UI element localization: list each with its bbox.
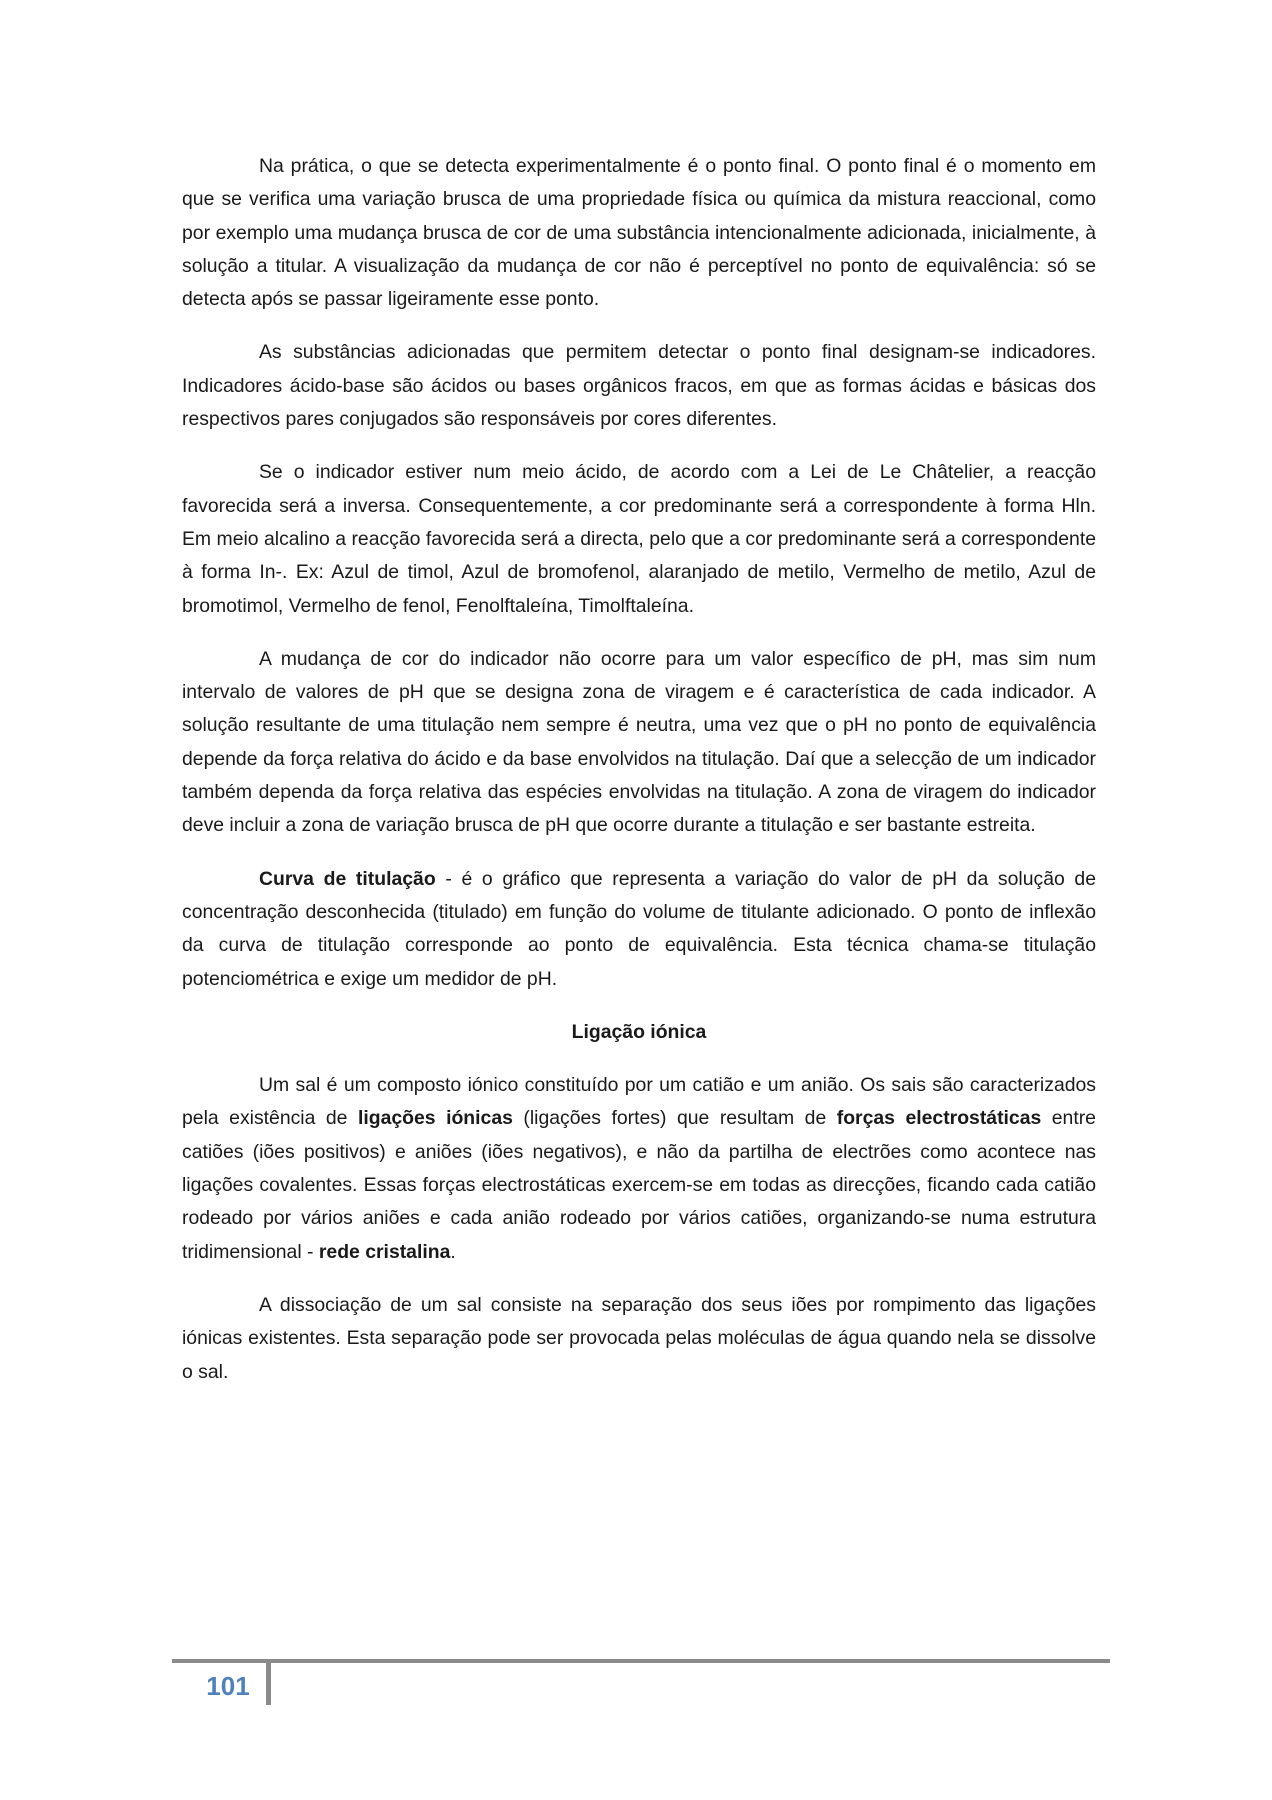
text-segment: Na prática, o que se detecta experimentalmente é o ponto final. O ponto final é o momento em que se verifica uma variação brusca de uma propriedade física ou química da mistura reaccional, como por exemplo uma mudança brusca de cor de uma substância intencionalmente adicionada, inicialmente, à solução a titular. A visualização da mudança de cor não é perceptível no ponto de equivalência: só se detecta após se passar ligeiramente esse ponto. bbox=[182, 155, 1096, 311]
paragraph-group bbox=[182, 150, 1096, 996]
footer-rule bbox=[172, 1659, 1110, 1663]
body-paragraph bbox=[182, 643, 1096, 843]
body-paragraph bbox=[182, 863, 1096, 996]
body-paragraph bbox=[182, 1069, 1096, 1269]
bold-term: rede cristalina bbox=[318, 1240, 451, 1263]
text-segment: . bbox=[450, 1240, 456, 1263]
bold-term: forças electrostáticas bbox=[836, 1107, 1042, 1130]
page-number: 101 bbox=[206, 1671, 250, 1701]
page-body bbox=[182, 150, 1096, 1409]
section-title: Ligação iónica bbox=[571, 1020, 707, 1043]
text-segment: Um sal é um composto iónico constituído por um catião e um anião. Os sais são caracterizados pela existência de bbox=[182, 1074, 1096, 1130]
text-segment: As substâncias adicionadas que permitem detectar o ponto final designam-se indicadores. Indicadores ácido-base são ácidos ou bases orgânicos fracos, em que as formas ácidas e básicas dos respectivos pares conjugados são responsáveis por cores diferentes. bbox=[182, 341, 1096, 431]
text-segment: A mudança de cor do indicador não ocorre para um valor específico de pH, mas sim num intervalo de valores de pH que se designa zona de viragem e é característica de cada indicador. A solução resultante de uma titulação nem sempre é neutra, uma vez que o pH no ponto de equivalência depende da força relativa do ácido e da base envolvidos na titulação. Daí que a selecção de um indicador também dependa da força relativa das espécies envolvidas na titulação. A zona de viragem do indicador deve incluir a zona de variação brusca de pH que ocorre durante a titulação e ser bastante estreita. bbox=[182, 647, 1096, 837]
text-segment: - é o gráfico que representa a variação do valor de pH da solução de concentração desconhecida (titulado) em função do volume de titulante adicionado. O ponto de inflexão da curva de titulação corresponde ao ponto de equivalência. Esta técnica chama-se titulação potenciométrica e exige um medidor de pH. bbox=[182, 867, 1096, 990]
text-segment: (ligações fortes) que resultam de bbox=[512, 1107, 837, 1130]
bold-term: Curva de titulação bbox=[259, 867, 436, 890]
text-segment: entre catiões (iões positivos) e aniões (iões negativos), e não da partilha de electrões como acontece nas ligações covalentes. Essas forças electrostáticas exercem-se em todas as direcções, ficando cada catião rodeado por vários aniões e cada anião rodeado por vários catiões, organizando-se numa estrutura tridimensional - bbox=[182, 1107, 1096, 1263]
body-paragraph bbox=[182, 150, 1096, 316]
body-paragraph bbox=[182, 456, 1096, 622]
body-paragraph bbox=[182, 1289, 1096, 1389]
section-paragraph-group bbox=[182, 1069, 1096, 1389]
body-paragraph bbox=[182, 336, 1096, 436]
text-segment: A dissociação de um sal consiste na separação dos seus iões por rompimento das ligações iónicas existentes. Esta separação pode ser provocada pelas moléculas de água quando nela se dissolve o sal. bbox=[182, 1293, 1096, 1383]
footer-divider bbox=[266, 1661, 271, 1705]
bold-term: ligações iónicas bbox=[357, 1107, 513, 1130]
text-segment: Se o indicador estiver num meio ácido, de acordo com a Lei de Le Châtelier, a reacção favorecida será a inversa. Consequentemente, a cor predominante será a correspondente à forma Hln. Em meio alcalino a reacção favorecida será a directa, pelo que a cor predominante será a correspondente à forma In-. Ex: Azul de timol, Azul de bromofenol, alaranjado de metilo, Vermelho de metilo, Azul de bromotimol, Vermelho de fenol, Fenolftaleína, Timolftaleína. bbox=[182, 461, 1096, 617]
